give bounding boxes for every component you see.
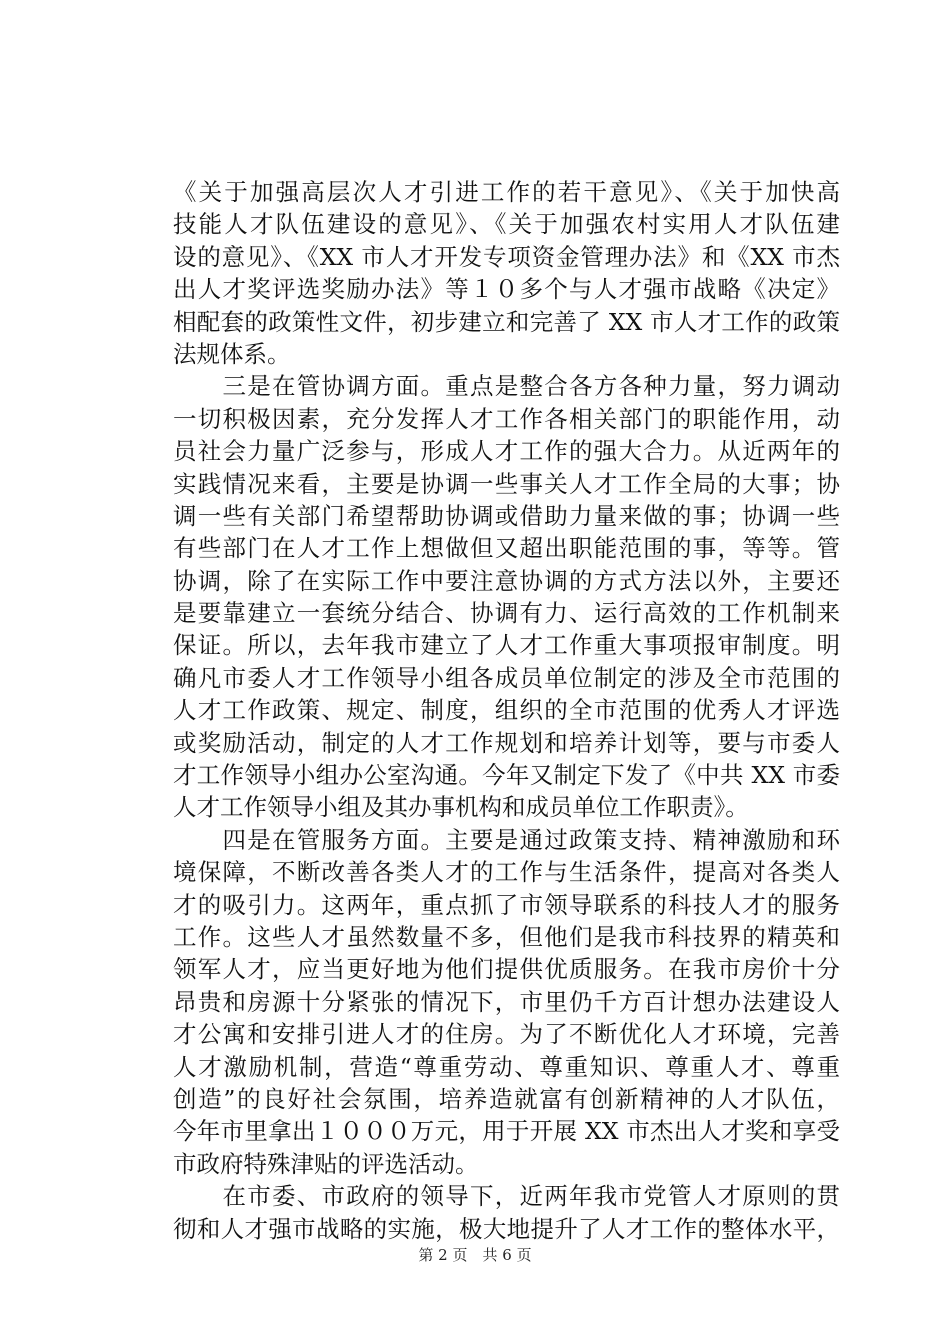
text-line: 人才工作政策、规定、制度，组织的全市范围的优秀人才评选 xyxy=(173,696,840,725)
text-line: 境保障，不断改善各类人才的工作与生活条件，提高对各类人 xyxy=(173,858,840,887)
text-line: 工作。这些人才虽然数量不多，但他们是我市科技界的精英和 xyxy=(173,922,840,951)
text-line: 才工作领导小组办公室沟通。今年又制定下发了《中共 XX 市委 xyxy=(173,761,840,790)
text-line: 四是在管服务方面。主要是通过政策支持、精神激励和环 xyxy=(173,825,840,854)
text-line: 员社会力量广泛参与，形成人才工作的强大合力。从近两年的 xyxy=(173,437,840,466)
text-line: 出人才奖评选奖励办法》等１０多个与人才强市战略《决定》 xyxy=(173,275,840,304)
text-line: 领军人才，应当更好地为他们提供优质服务。在我市房价十分 xyxy=(173,955,840,984)
text-line: 才的吸引力。这两年，重点抓了市领导联系的科技人才的服务 xyxy=(173,890,840,919)
text-line: 协调，除了在实际工作中要注意协调的方式方法以外，主要还 xyxy=(173,566,840,595)
text-line: 相配套的政策性文件，初步建立和完善了 XX 市人才工作的政策 xyxy=(173,307,840,336)
text-line: 彻和人才强市战略的实施，极大地提升了人才工作的整体水平， xyxy=(173,1214,840,1243)
text-line: 《关于加强高层次人才引进工作的若干意见》、《关于加快高 xyxy=(173,178,840,206)
text-line: 是要靠建立一套统分结合、协调有力、运行高效的工作机制来 xyxy=(173,599,840,628)
text-line: 或奖励活动，制定的人才工作规划和培养计划等，要与市委人 xyxy=(173,728,840,757)
text-line: 有些部门在人才工作上想做但又超出职能范围的事，等等。管 xyxy=(173,534,840,563)
text-line: 创造”的良好社会氛围，培养造就富有创新精神的人才队伍， xyxy=(173,1084,840,1113)
page-footer: 第 2 页 共 6 页 xyxy=(418,1246,532,1264)
text-line: 调一些有关部门希望帮助协调或借助力量来做的事；协调一些 xyxy=(173,501,840,530)
text-line: 保证。所以，去年我市建立了人才工作重大事项报审制度。明 xyxy=(173,631,840,660)
text-line: 人才激励机制，营造“尊重劳动、尊重知识、尊重人才、尊重 xyxy=(173,1052,840,1081)
text-line: 人才工作领导小组及其办事机构和成员单位工作职责》。 xyxy=(173,793,749,822)
text-line: 才公寓和安排引进人才的住房。为了不断优化人才环境，完善 xyxy=(173,1020,840,1049)
text-line: 技能人才队伍建设的意见》、《关于加强农村实用人才队伍建 xyxy=(173,210,840,239)
text-line: 确凡市委人才工作领导小组各成员单位制定的涉及全市范围的 xyxy=(173,663,840,692)
document-body xyxy=(173,176,840,1245)
text-line: 市政府特殊津贴的评选活动。 xyxy=(173,1149,479,1178)
text-line: 今年市里拿出１０００万元，用于开展 XX 市杰出人才奖和享受 xyxy=(173,1117,840,1146)
text-line: 实践情况来看，主要是协调一些事关人才工作全局的大事；协 xyxy=(173,469,840,498)
text-line: 三是在管协调方面。重点是整合各方各种力量，努力调动 xyxy=(173,372,840,401)
text-line: 在市委、市政府的领导下，近两年我市党管人才原则的贯 xyxy=(173,1182,840,1211)
text-line: 法规体系。 xyxy=(173,339,291,368)
text-line: 设的意见》、《XX 市人才开发专项资金管理办法》和《XX 市杰 xyxy=(173,242,840,271)
text-line: 一切积极因素，充分发挥人才工作各相关部门的职能作用，动 xyxy=(173,404,840,433)
text-line: 昂贵和房源十分紧张的情况下，市里仍千方百计想办法建设人 xyxy=(173,987,840,1016)
